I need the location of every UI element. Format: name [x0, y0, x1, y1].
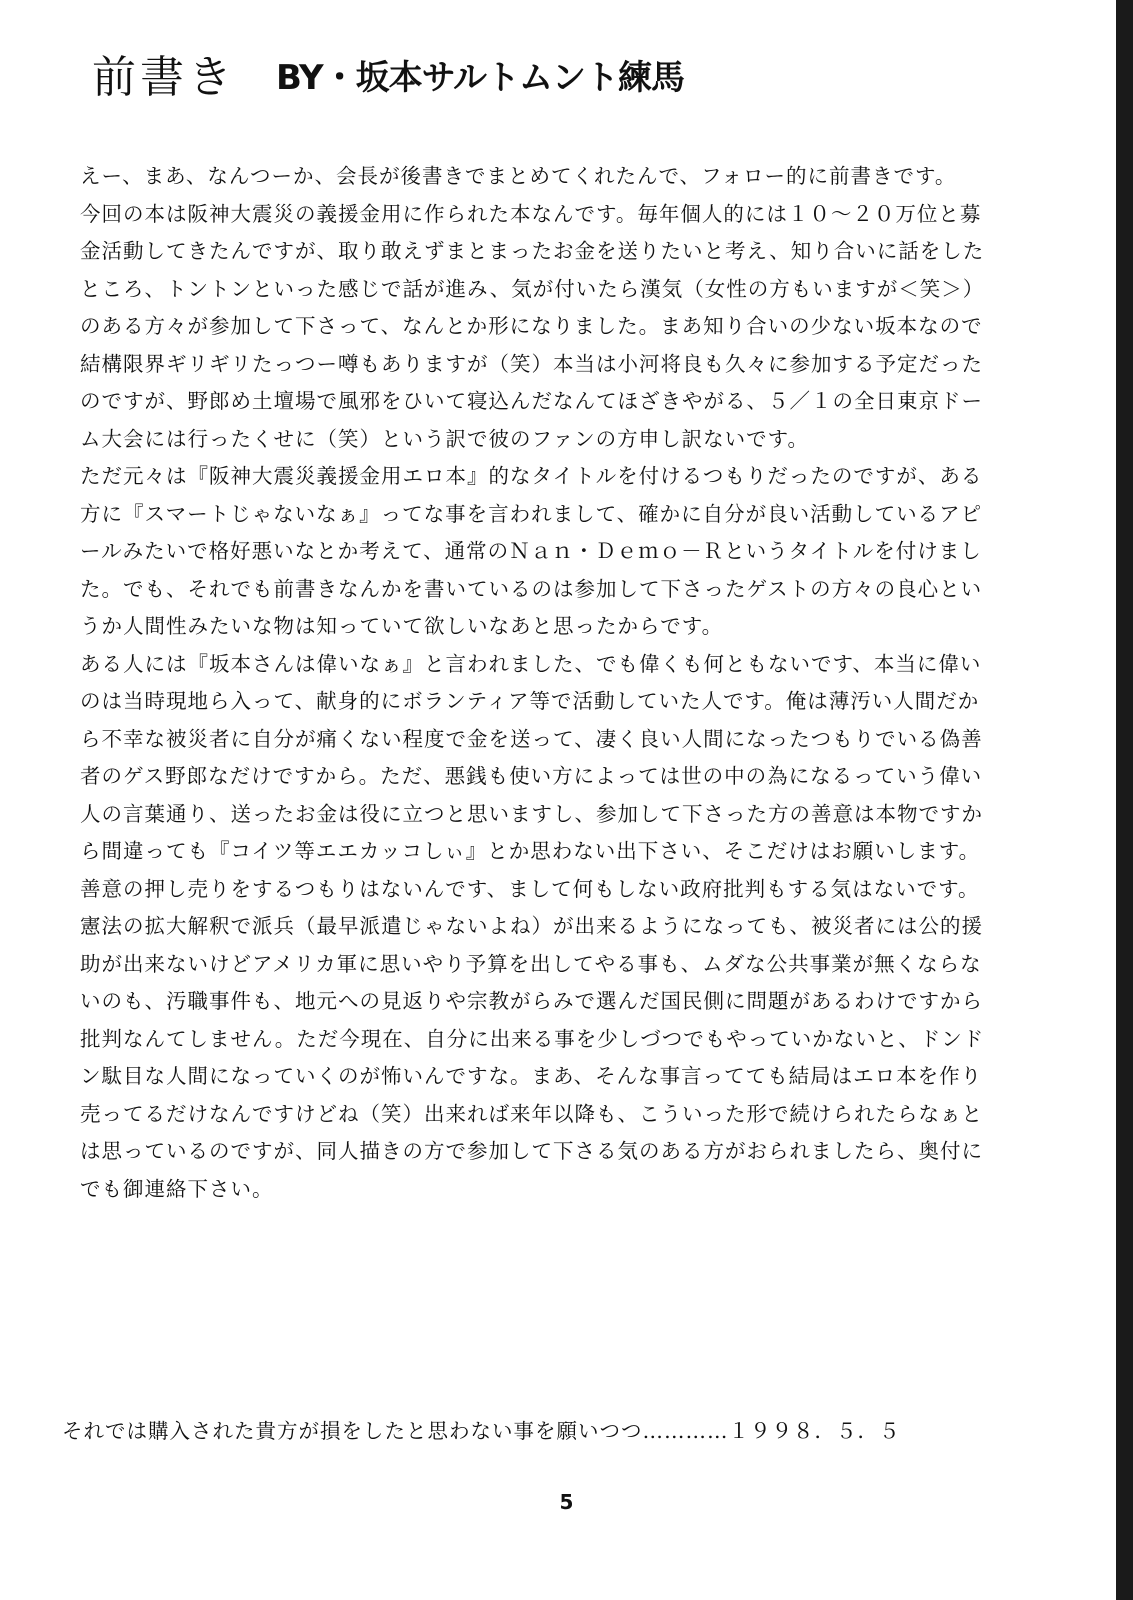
text-line: 結構限界ギリギリたっつー噂もありますが（笑）本当は小河将良も久々に参加する予定だった: [80, 351, 983, 376]
text-line: 人の言葉通り、送ったお金は役に立つと思いますし、参加して下さった方の善意は本物ですか: [80, 801, 983, 826]
text-line: 今回の本は阪神大震災の義援金用に作られた本なんです。毎年個人的には１０～２０万位と募: [80, 201, 982, 226]
heading-byline: BY・坂本サルトムント練馬: [276, 58, 684, 98]
page-number: 5: [559, 1490, 574, 1514]
signoff-line: それでは購入された貴方が損をしたと思わない事を願いつつ…………１９９８．５．５: [62, 1419, 901, 1443]
text-line: うか人間性みたいな物は知っていて欲しいなあと思ったからです。: [80, 614, 724, 638]
text-line: のある方々が参加して下さって、なんとか形になりました。まあ知り合いの少ない坂本なので: [80, 314, 983, 338]
text-line: た。でも、それでも前書きなんかを書いているのは参加して下さったゲストの方々の良心とい: [80, 576, 983, 601]
text-line: は思っているのですが、同人描きの方で参加して下さる気のある方がおられましたら、奥付に: [80, 1139, 983, 1163]
text-line: 批判なんてしません。ただ今現在、自分に出来る事を少しづつでもやっていかないと、ドンド: [80, 1026, 985, 1051]
text-line: でも御連絡下さい。: [80, 1176, 274, 1201]
text-line: 売ってるだけなんですけどね（笑）出来れば来年以降も、こういった形で続けられたらなぁと: [80, 1101, 983, 1126]
text-line: 憲法の拡大解釈で派兵（最早派遣じゃないよね）が出来るようになっても、被災者には公的援: [80, 914, 983, 938]
text-line: 金活動してきたんですが、取り敢えずまとまったお金を送りたいと考え、知り合いに話をした: [80, 239, 985, 263]
text-line: 助が出来ないけどアメリカ軍に思いやり予算を出してやる事も、ムダな公共事業が無くならな: [80, 951, 982, 976]
text-line: ム大会には行ったくせに（笑）という訳で彼のファンの方申し訳ないです。: [80, 426, 809, 451]
text-line: のですが、野郎め土壇場で風邪をひいて寝込んだなんてほざきやがる、５／１の全日東京ドー: [80, 389, 983, 413]
text-line: 善意の押し売りをするつもりはないんです、まして何もしない政府批判もする気はないです。: [80, 876, 980, 901]
text-line: えー、まあ、なんつーか、会長が後書きでまとめてくれたんで、フォロー的に前書きです。: [80, 164, 957, 188]
text-line: 方に『スマートじゃないなぁ』ってな事を言われまして、確かに自分が良い活動しているアピ: [80, 501, 983, 526]
text-line: のは当時現地ら入って、献身的にボランティア等で活動していた人です。俺は薄汚い人間だか: [80, 689, 980, 713]
text-line: ところ、トントンといった感じで話が進み、気が付いたら漢気（女性の方もいますが＜笑＞）: [80, 276, 985, 301]
text-line: ただ元々は『阪神大震災義援金用エロ本』的なタイトルを付けるつもりだったのですが、ある: [80, 464, 983, 488]
text-line: ある人には『坂本さんは偉いなぁ』と言われました、でも偉くも何ともないです、本当に偉い: [80, 651, 982, 676]
text-line: ら不幸な被災者に自分が痛くない程度で金を送って、凄く良い人間になったつもりでいる偽善: [80, 726, 983, 751]
text-line: ら間違っても『コイツ等エエカッコしぃ』とか思わない出下さい、そこだけはお願いします。: [80, 839, 981, 863]
text-line: いのも、汚職事件も、地元への見返りや宗教がらみで選んだ国民側に問題があるわけですから: [80, 989, 983, 1013]
page-edge-shadow: [1116, 0, 1133, 1600]
page-heading: [92, 46, 684, 106]
body-text: [80, 158, 1113, 1208]
text-line: 者のゲス野郎なだけですから。ただ、悪銭も使い方によっては世の中の為になるっていう偉い: [80, 764, 983, 788]
text-line: ールみたいで格好悪いなとか考えて、通常のＮａｎ・Ｄｅｍｏ－Ｒというタイトルを付けまし: [80, 539, 982, 563]
heading-title: 前書き: [92, 52, 236, 103]
text-line: ン駄目な人間になっていくのが怖いんですな。まあ、そんな事言ってても結局はエロ本を作り: [80, 1064, 983, 1088]
